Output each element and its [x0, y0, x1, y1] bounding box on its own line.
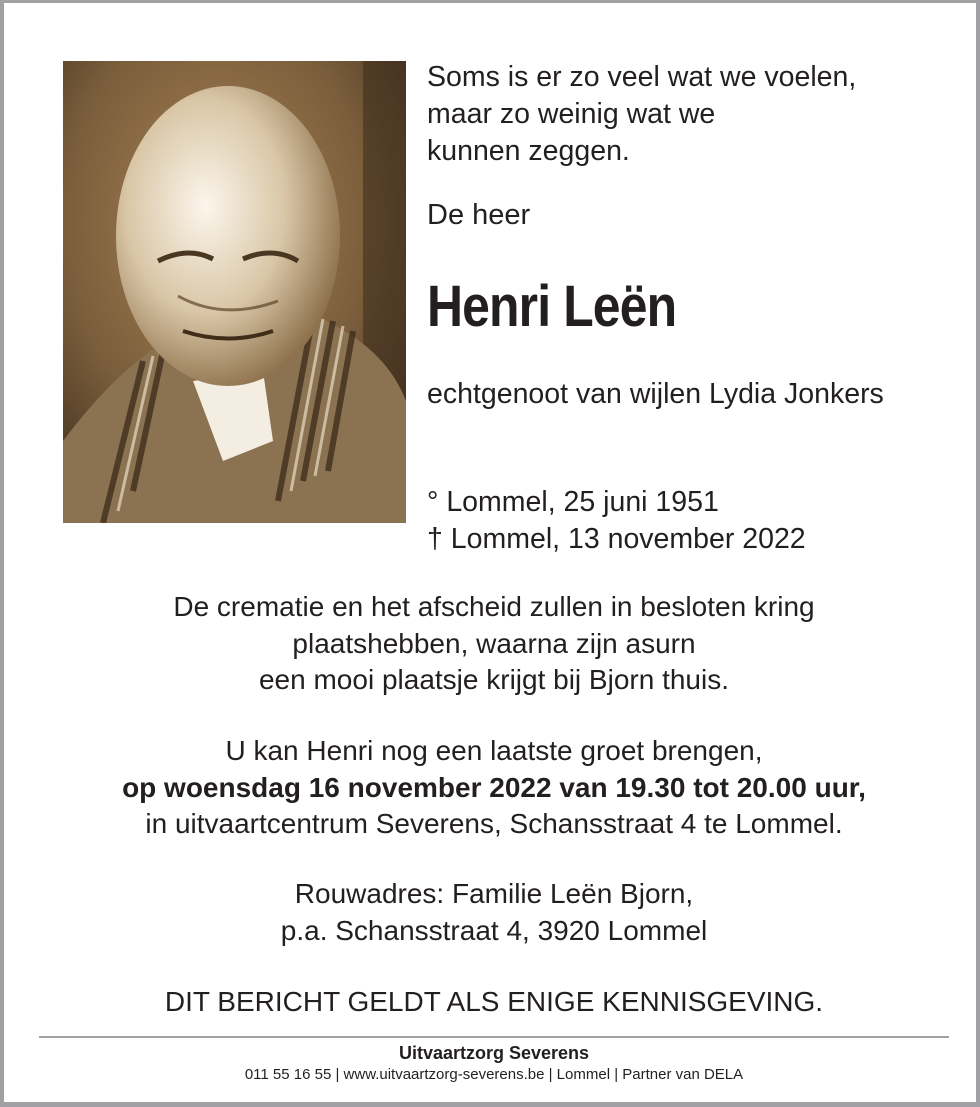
poem-line: maar zo weinig wat we [427, 98, 716, 130]
birth-line [427, 484, 806, 521]
death-text: Lommel, 13 november 2022 [450, 523, 806, 555]
mourning-address [4, 876, 980, 949]
poem-line: Soms is er zo veel wat we voelen, [427, 61, 857, 93]
visitation-location: in uitvaartcentrum Severens, Schansstraat 4 te Lommel. [145, 808, 843, 839]
dates [427, 484, 806, 558]
poem [427, 59, 856, 170]
funeral-home-info: 011 55 16 55 | www.uitvaartzorg-severens.be | Lommel | Partner van DELA [244, 1066, 744, 1083]
death-line [427, 521, 806, 558]
funeral-home-name: Uitvaartzorg Severens [398, 1043, 590, 1063]
cremation-paragraph [4, 589, 980, 699]
poem-line: kunnen zeggen. [427, 135, 630, 167]
official-notice: DIT BERICHT GELDT ALS ENIGE KENNISGEVING. [164, 986, 824, 1017]
honorific: De heer [427, 199, 531, 231]
address-line: p.a. Schansstraat 4, 3920 Lommel [280, 914, 708, 946]
portrait-photo [63, 61, 406, 523]
paragraph-line: plaatshebben, waarna zijn asurn [292, 627, 696, 659]
spouse-line: echtgenoot van wijlen Lydia Jonkers [427, 378, 884, 410]
visitation-datetime: op woensdag 16 november 2022 van 19.30 tot 20.00 uur, [122, 771, 866, 803]
visitation-paragraph [4, 733, 980, 843]
birth-text: Lommel, 25 juni 1951 [446, 486, 719, 518]
address-line: Rouwadres: Familie Leën Bjorn, [294, 878, 694, 909]
visitation-intro: U kan Henri nog een laatste groet brengen, [225, 735, 763, 766]
birth-symbol-icon: ° [427, 486, 439, 518]
cross-icon: † [427, 523, 443, 555]
paragraph-line: De crematie en het afscheid zullen in besloten kring [173, 591, 815, 622]
portrait-image [63, 61, 406, 523]
paragraph-line: een mooi plaatsje krijgt bij Bjorn thuis. [258, 664, 729, 695]
footer-divider [39, 1036, 949, 1038]
deceased-name: Henri Leën [427, 274, 677, 339]
